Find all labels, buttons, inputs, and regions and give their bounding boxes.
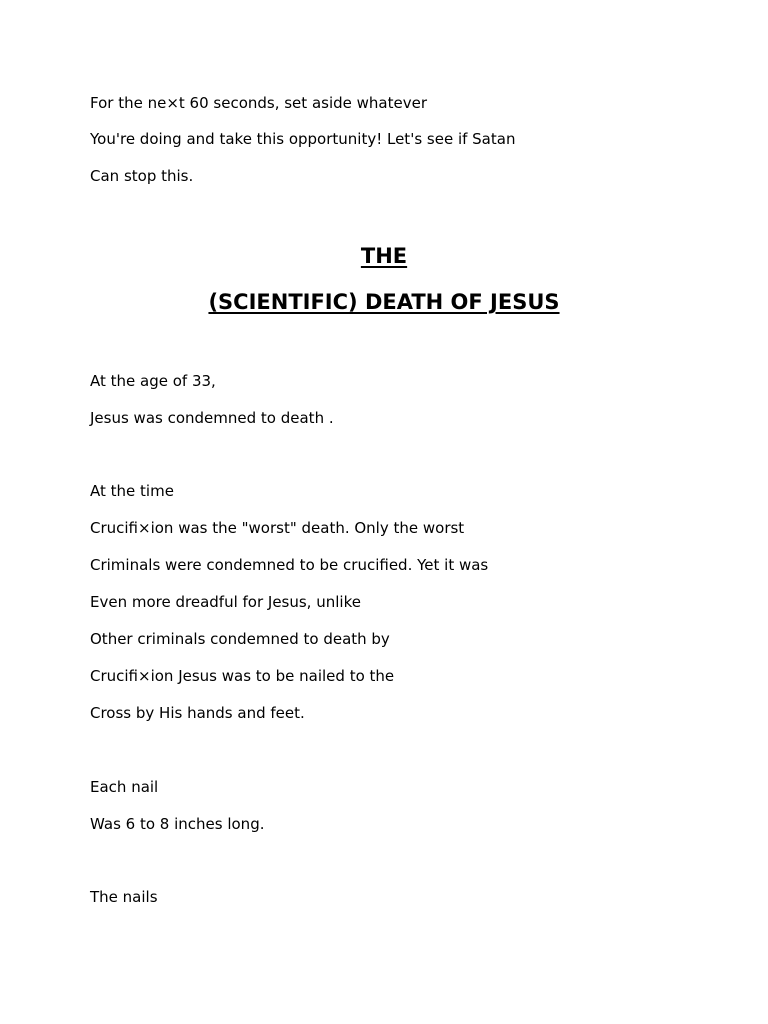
body-line: Crucifi×ion was the "worst" death. Only the worst	[90, 519, 465, 537]
body-line: Cross by His hands and feet.	[90, 704, 305, 722]
body-line: Other criminals condemned to death by	[90, 630, 390, 648]
body-line: Crucifi×ion Jesus was to be nailed to the	[90, 667, 395, 685]
body-line: The nails	[90, 888, 158, 906]
intro-line-2: You're doing and take this opportunity! Let's see if Satan	[90, 130, 516, 148]
title-line-1: THE	[360, 244, 408, 268]
intro-line-1: For the ne×t 60 seconds, set aside whatever	[90, 94, 427, 112]
body-line: At the age of 33,	[90, 372, 216, 390]
body-line: At the time	[90, 482, 174, 500]
body-line: Even more dreadful for Jesus, unlike	[90, 593, 361, 611]
intro-line-3: Can stop this.	[90, 167, 194, 185]
body-line: Criminals were condemned to be crucified. Yet it was	[90, 556, 489, 574]
title-line-2: (SCIENTIFIC) DEATH OF JESUS	[208, 290, 560, 314]
body-line: Each nail	[90, 778, 159, 796]
body-line: Jesus was condemned to death .	[90, 409, 334, 427]
body-line: Was 6 to 8 inches long.	[90, 815, 265, 833]
